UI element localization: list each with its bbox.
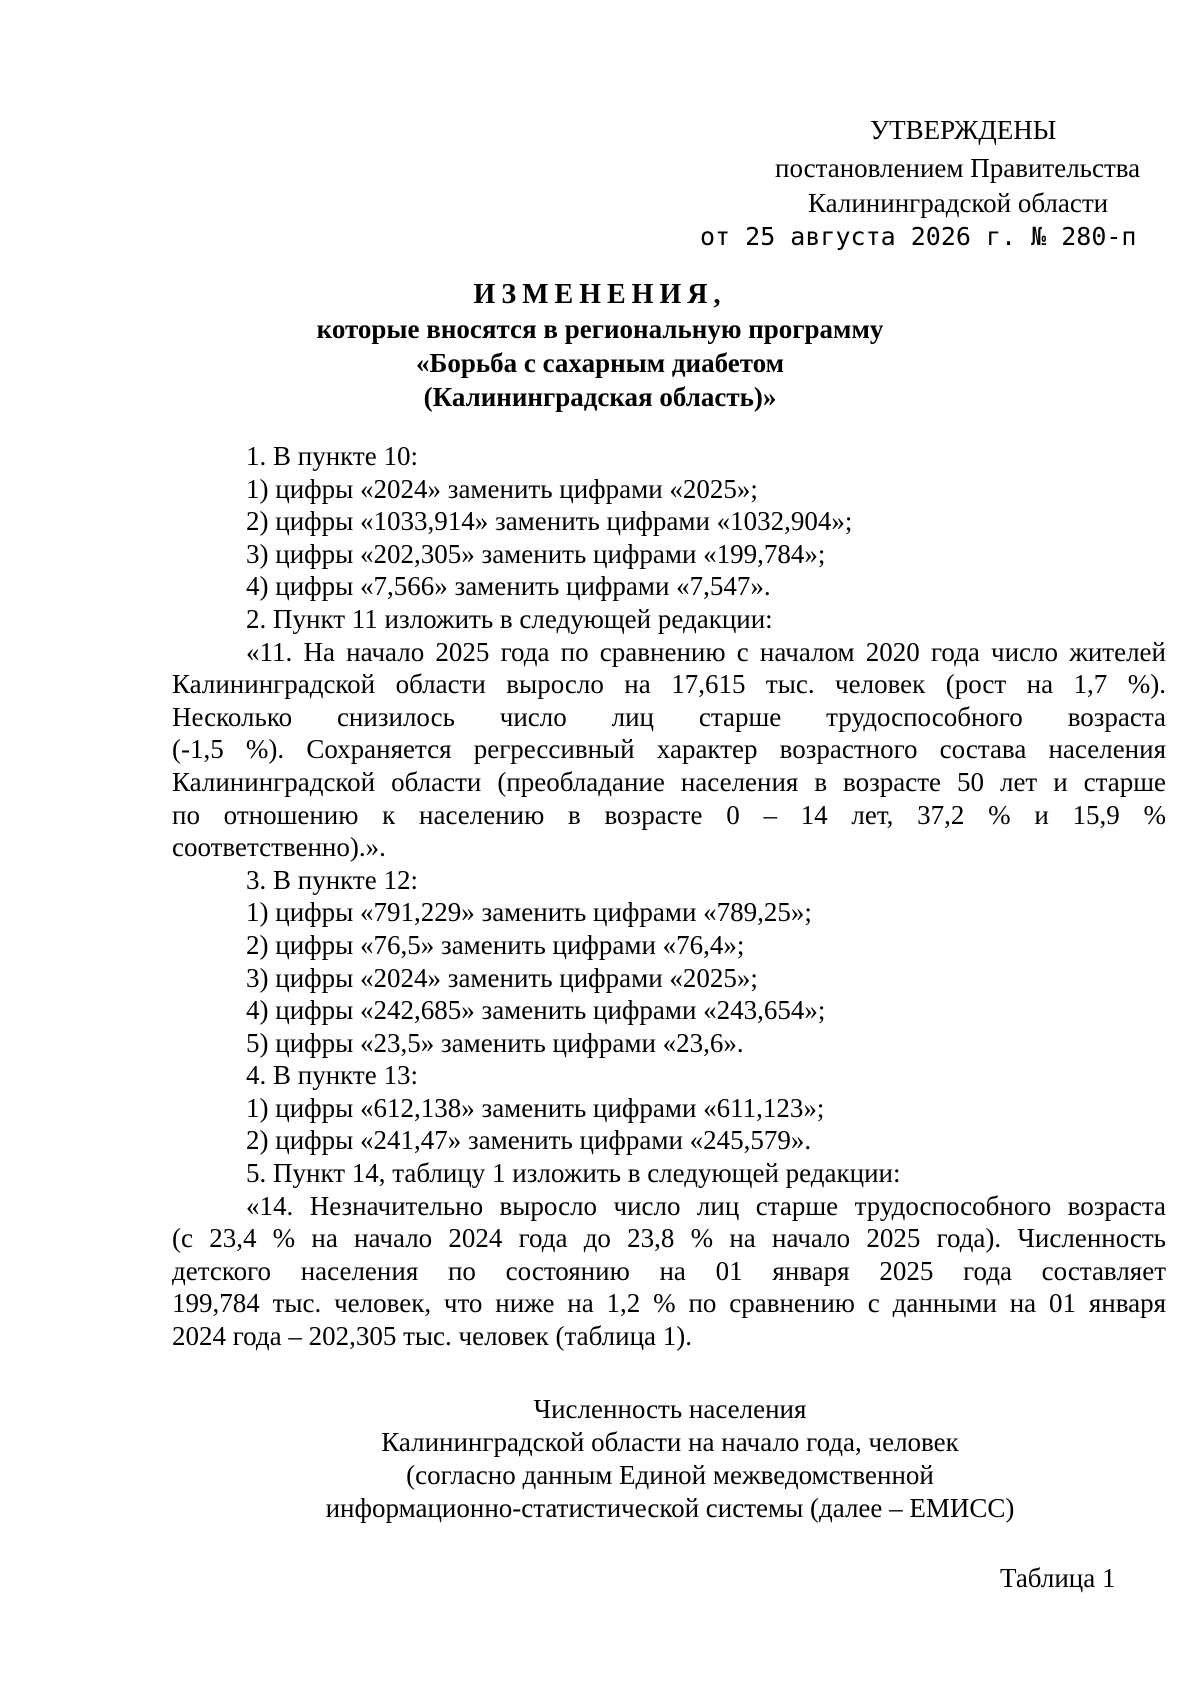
- table-caption: [0, 1393, 1200, 1525]
- paragraph-line: детского населения по состоянию на 01 января 2025 года составляет: [172, 1255, 1166, 1286]
- document-body: [172, 440, 1166, 1353]
- paragraph-line: 2024 года – 202,305 тыс. человек (таблица 1).: [172, 1321, 693, 1352]
- list-item: 3) цифры «2024» заменить цифрами «2025»;: [246, 962, 758, 993]
- list-item: 3. В пункте 12:: [246, 864, 418, 895]
- list-item: 2) цифры «241,47» заменить цифрами «245,579».: [246, 1125, 812, 1156]
- approval-heading: УТВЕРЖДЕНЫ: [870, 115, 1057, 145]
- approval-issuer: постановлением Правительства: [775, 153, 1141, 183]
- list-item: 5. Пункт 14, таблицу 1 изложить в следующей редакции:: [246, 1158, 901, 1189]
- approval-date-number: от 25 августа 2026 г. № 280-п: [700, 222, 1137, 251]
- caption-line: Калининградской области на начало года, человек: [381, 1427, 959, 1457]
- list-item: 5) цифры «23,5» заменить цифрами «23,6».: [246, 1027, 744, 1058]
- paragraph-line: соответственно).».: [172, 832, 386, 863]
- paragraph-line: 199,784 тыс. человек, что ниже на 1,2 % по сравнению с данными на 01 января: [172, 1288, 1166, 1319]
- caption-line: Численность населения: [533, 1394, 807, 1424]
- paragraph-line: «11. На начало 2025 года по сравнению с началом 2020 года число жителей: [246, 636, 1166, 667]
- list-item: 1) цифры «791,229» заменить цифрами «789,25»;: [246, 897, 812, 928]
- paragraph-line: (с 23,4 % на начало 2024 года до 23,8 % на начало 2025 года). Численность: [172, 1223, 1166, 1254]
- list-item: 4) цифры «242,685» заменить цифрами «243,654»;: [246, 995, 826, 1026]
- list-item: 1. В пункте 10:: [246, 441, 418, 471]
- caption-line: (согласно данным Единой межведомственной: [406, 1460, 934, 1490]
- document-title: [0, 278, 1200, 414]
- title-line: которые вносятся в региональную программу: [316, 314, 884, 344]
- list-item: 2. Пункт 11 изложить в следующей редакции:: [246, 603, 773, 634]
- list-item: 2) цифры «76,5» заменить цифрами «76,4»;: [246, 929, 745, 960]
- title-line: (Калининградская область)»: [423, 382, 777, 412]
- paragraph-line: Калининградской области выросло на 17,615 тыс. человек (рост на 1,7 %).: [172, 669, 1166, 700]
- list-item: 1) цифры «2024» заменить цифрами «2025»;: [246, 473, 758, 504]
- list-item: 2) цифры «1033,914» заменить цифрами «1032,904»;: [246, 506, 853, 537]
- list-item: 1) цифры «612,138» заменить цифрами «611,123»;: [246, 1092, 825, 1123]
- paragraph-line: Калининградской области (преобладание населения в возрасте 50 лет и старше: [172, 766, 1166, 797]
- paragraph-line: по отношению к населению в возрасте 0 – 14 лет, 37,2 % и 15,9 %: [172, 799, 1166, 830]
- paragraph-line: (-1,5 %). Сохраняется регрессивный характер возрастного состава населения: [172, 734, 1166, 765]
- title-line: «Борьба с сахарным диабетом: [415, 348, 784, 378]
- paragraph-line: Несколько снизилось число лиц старше трудоспособного возраста: [172, 701, 1166, 732]
- caption-line: информационно-статистической системы (далее – ЕМИСС): [325, 1493, 1015, 1523]
- list-item: 4) цифры «7,566» заменить цифрами «7,547».: [246, 571, 771, 602]
- list-item: 4. В пункте 13:: [246, 1060, 418, 1091]
- list-item: 3) цифры «202,305» заменить цифрами «199,784»;: [246, 538, 826, 569]
- table-label: Таблица 1: [1000, 1563, 1116, 1593]
- approval-region: Калининградской области: [808, 188, 1109, 218]
- paragraph-line: «14. Незначительно выросло число лиц старше трудоспособного возраста: [246, 1190, 1166, 1221]
- title-heading: ИЗМЕНЕНИЯ,: [473, 279, 727, 310]
